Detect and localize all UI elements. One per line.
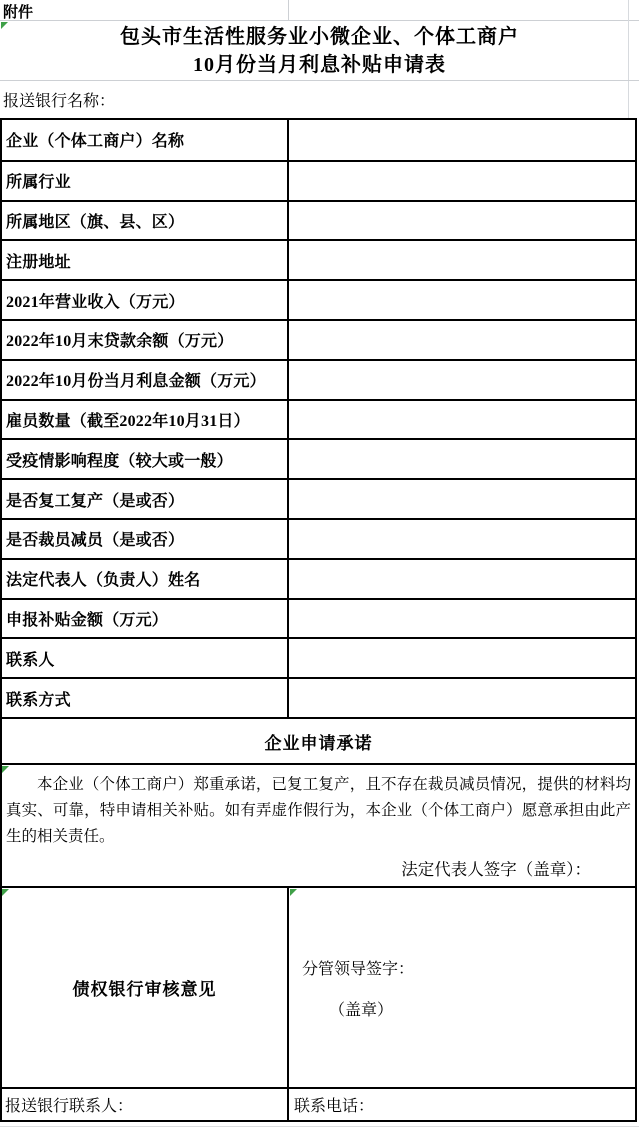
table-row [2,160,635,200]
bank-name-row [0,80,639,118]
footer-contact-row [2,1087,635,1120]
row-value-cell[interactable] [289,241,635,279]
row-value-cell[interactable] [289,321,635,359]
attachment-label: 附件 [3,5,34,21]
row-label: 所属地区（旗、县、区） [2,202,289,240]
row-label: 法定代表人（负责人）姓名 [2,560,289,598]
table-row [2,637,635,677]
phone-value[interactable] [374,1089,635,1120]
table-row [2,598,635,638]
row-value-cell[interactable] [289,202,635,240]
row-value-cell[interactable] [289,520,635,558]
row-value-cell[interactable] [289,281,635,319]
phone-cell [289,1089,635,1120]
row-label: 申报补贴金额（万元） [2,600,289,638]
table-row [2,518,635,558]
row-value-cell[interactable] [289,480,635,518]
bank-review-signature-cell[interactable] [289,888,635,1087]
form-table-rows [2,120,635,717]
row-label: 2022年10月份当月利息金额（万元） [2,361,289,399]
gridline-divider [288,0,289,21]
bank-contact-label: 报送银行联系人： [5,1098,134,1115]
row-label: 2021年营业收入（万元） [2,281,289,319]
table-row [2,279,635,319]
row-value-cell[interactable] [289,679,635,717]
row-value-cell[interactable] [289,440,635,478]
cell-corner-marker-icon [2,766,9,773]
promise-body: 本企业（个体工商户）郑重承诺，已复工复产，且不存在裁员减员情况，提供的材料均真实、可靠，特申请相关补贴。如有弄虚作假行为，本企业（个体工商户）愿意承担由此产生的相关责任。 [6,776,631,845]
row-label: 注册地址 [2,241,289,279]
phone-label: 联系电话： [294,1098,375,1115]
table-row [2,319,635,359]
form-title-line2: 10月份当月利息补贴申请表 [193,54,446,76]
gridline-bottom [0,1126,639,1127]
promise-header: 企业申请承诺 [2,717,635,763]
row-label: 所属行业 [2,162,289,200]
row-label: 联系人 [2,639,289,677]
table-row [2,478,635,518]
row-value-cell[interactable] [289,361,635,399]
table-row [2,399,635,439]
table-row [2,120,635,160]
row-value-cell[interactable] [289,560,635,598]
table-row [2,558,635,598]
row-label: 企业（个体工商户）名称 [2,120,289,160]
legal-representative-signature-label: 法定代表人签字（盖章）： [401,860,591,879]
row-label: 雇员数量（截至2022年10月31日） [2,401,289,439]
row-label: 受疫情影响程度（较大或一般） [2,440,289,478]
form-title [0,21,639,80]
table-row [2,359,635,399]
bank-contact-value[interactable] [133,1089,287,1120]
bank-name-value[interactable] [115,81,639,118]
promise-cell [2,763,635,886]
table-row [2,438,635,478]
bank-review-label: 债权银行审核意见 [2,888,289,1087]
cell-corner-marker-icon [290,889,297,896]
bank-contact-cell [2,1089,289,1120]
leader-signature-label: 分管领导签字： [302,960,415,978]
table-row [2,677,635,717]
bank-review-section [2,886,635,1087]
cell-corner-marker-icon [2,889,9,896]
row-label: 是否复工复产（是或否） [2,480,289,518]
row-label: 联系方式 [2,679,289,717]
seal-label: （盖章） [329,1001,394,1019]
table-row [2,239,635,279]
row-value-cell[interactable] [289,162,635,200]
row-label: 是否裁员减员（是或否） [2,520,289,558]
attachment-row [0,0,639,21]
row-label: 2022年10月末贷款余额（万元） [2,321,289,359]
row-value-cell[interactable] [289,120,635,160]
row-value-cell[interactable] [289,639,635,677]
bank-name-label: 报送银行名称： [3,93,116,110]
form-table-block [0,118,637,1122]
row-value-cell[interactable] [289,401,635,439]
table-row [2,200,635,240]
form-title-line1: 包头市生活性服务业小微企业、个体工商户 [120,26,519,48]
row-value-cell[interactable] [289,600,635,638]
